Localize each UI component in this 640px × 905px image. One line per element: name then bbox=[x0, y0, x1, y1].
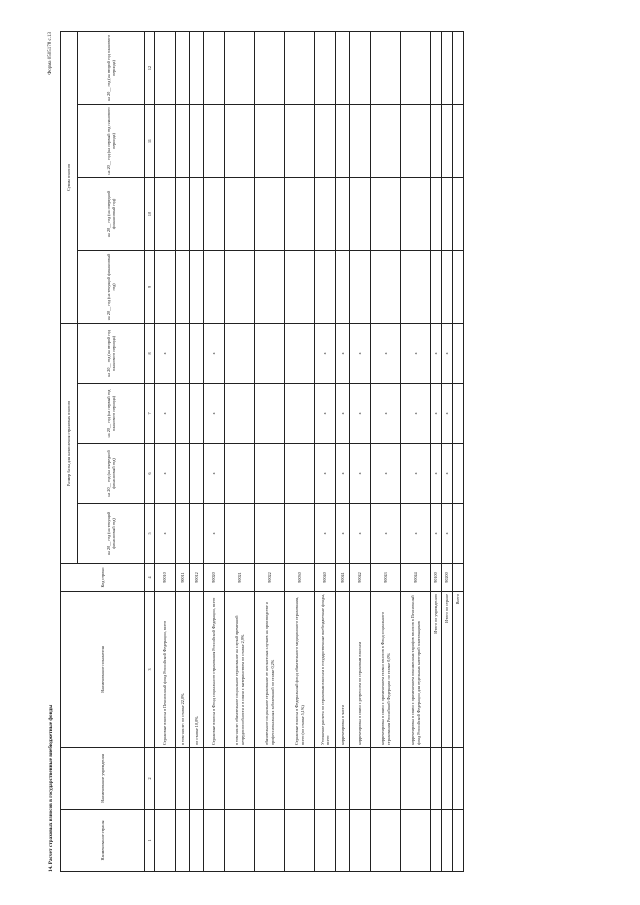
base-value-cell: x bbox=[431, 323, 442, 383]
indicator-name-cell: корректировка в связи с регрессом по страховым взносам bbox=[350, 592, 371, 748]
sum-value-cell bbox=[155, 177, 176, 250]
group-base-header: Размер базы для начисления страховых взносов bbox=[61, 323, 78, 563]
sum-value-cell bbox=[401, 104, 431, 177]
institution-cell bbox=[431, 748, 442, 810]
column-number: 8 bbox=[145, 323, 155, 383]
base-value-cell bbox=[176, 504, 190, 564]
country-cell bbox=[204, 810, 225, 872]
row-code-cell: 90010 bbox=[155, 564, 176, 592]
sum-value-cell bbox=[315, 177, 336, 250]
col-country-header: Наименование страны bbox=[61, 810, 145, 872]
sum-value-cell bbox=[453, 31, 464, 104]
institution-cell bbox=[453, 748, 464, 810]
sum-value-cell bbox=[371, 31, 401, 104]
institution-cell bbox=[155, 748, 176, 810]
indicator-name-cell: Страховые взносы в Фонд социального страхования Российской Федерации, всего bbox=[204, 592, 225, 748]
base-value-cell: x bbox=[315, 504, 336, 564]
column-number: 12 bbox=[145, 31, 155, 104]
institution-cell bbox=[350, 748, 371, 810]
indicator-name-cell: корректировка в связи с применением ставки взносов в Фонд социального страхования Российской Федерации по ставке 0,0% bbox=[371, 592, 401, 748]
table-row bbox=[371, 31, 401, 871]
sum-value-cell bbox=[401, 31, 431, 104]
sum-value-cell bbox=[190, 31, 204, 104]
base-value-cell: x bbox=[155, 504, 176, 564]
base-value-cell: x bbox=[401, 384, 431, 444]
base-value-cell: x bbox=[442, 323, 453, 383]
base-value-cell bbox=[176, 323, 190, 383]
base-value-cell: x bbox=[431, 504, 442, 564]
row-code-cell: 90043 bbox=[371, 564, 401, 592]
sum-value-cell bbox=[225, 177, 255, 250]
sum-year-2-header: на 20__ год (на очередной финансовый год) bbox=[78, 177, 145, 250]
sum-value-cell bbox=[336, 104, 350, 177]
base-value-cell: x bbox=[442, 504, 453, 564]
table-row bbox=[255, 31, 285, 871]
table-row bbox=[431, 31, 442, 871]
base-value-cell: x bbox=[315, 323, 336, 383]
sum-value-cell bbox=[285, 31, 315, 104]
country-cell bbox=[225, 810, 255, 872]
base-value-cell bbox=[255, 504, 285, 564]
indicator-name-cell: в том числе: обязательное социальное страхование на случай временной нетрудоспособности и в связи с материнством по ставке 2,9% bbox=[225, 592, 255, 748]
table-row bbox=[225, 31, 255, 871]
table-row bbox=[176, 31, 190, 871]
base-value-cell: x bbox=[431, 384, 442, 444]
institution-cell bbox=[176, 748, 190, 810]
country-cell bbox=[431, 810, 442, 872]
table-row bbox=[315, 31, 336, 871]
sum-value-cell bbox=[336, 250, 350, 323]
sum-value-cell bbox=[176, 250, 190, 323]
base-value-cell: x bbox=[155, 384, 176, 444]
base-value-cell bbox=[225, 384, 255, 444]
column-number: 6 bbox=[145, 444, 155, 504]
base-value-cell bbox=[255, 323, 285, 383]
sum-value-cell bbox=[442, 177, 453, 250]
base-value-cell bbox=[285, 384, 315, 444]
institution-cell bbox=[255, 748, 285, 810]
column-number: 2 bbox=[145, 748, 155, 810]
sum-value-cell bbox=[176, 31, 190, 104]
sum-value-cell bbox=[255, 250, 285, 323]
indicator-name-cell: в том числе: по ставке 22,0% bbox=[176, 592, 190, 748]
sum-value-cell bbox=[371, 177, 401, 250]
country-cell bbox=[155, 810, 176, 872]
base-value-cell bbox=[190, 504, 204, 564]
group-sum-header: Сумма взносов bbox=[61, 31, 78, 323]
table-row bbox=[350, 31, 371, 871]
sum-year-1-header: на 20__ год (на текущий финансовый год) bbox=[78, 250, 145, 323]
base-value-cell: x bbox=[204, 444, 225, 504]
sum-value-cell bbox=[285, 104, 315, 177]
sum-value-cell bbox=[204, 31, 225, 104]
base-value-cell: x bbox=[442, 444, 453, 504]
indicator-name-cell: корректировка в связи с применением пониженных тарифов взносов в Пенсионный фонд Российской Федерации для отдельных категорий плательщиков bbox=[401, 592, 431, 748]
indicator-name-cell: Итого по учреждению bbox=[431, 592, 442, 748]
indicator-name-cell: по ставке 10,0% bbox=[190, 592, 204, 748]
row-code-cell: 90041 bbox=[336, 564, 350, 592]
sum-value-cell bbox=[190, 177, 204, 250]
country-cell bbox=[176, 810, 190, 872]
table-row bbox=[442, 31, 453, 871]
base-value-cell bbox=[285, 323, 315, 383]
row-code-cell: 90042 bbox=[350, 564, 371, 592]
sum-value-cell bbox=[431, 177, 442, 250]
row-code-cell bbox=[453, 564, 464, 592]
base-value-cell: x bbox=[315, 384, 336, 444]
base-value-cell bbox=[225, 444, 255, 504]
row-code-cell: 90012 bbox=[190, 564, 204, 592]
column-numbers-row bbox=[145, 31, 155, 871]
sum-year-3-header: на 20__ год (на первый год планового периода) bbox=[78, 104, 145, 177]
base-value-cell: x bbox=[431, 444, 442, 504]
sum-value-cell bbox=[255, 31, 285, 104]
base-value-cell: x bbox=[336, 444, 350, 504]
base-value-cell bbox=[190, 323, 204, 383]
sum-value-cell bbox=[155, 31, 176, 104]
base-value-cell: x bbox=[371, 504, 401, 564]
country-cell bbox=[371, 810, 401, 872]
base-value-cell: x bbox=[371, 323, 401, 383]
contributions-table bbox=[60, 31, 464, 872]
institution-cell bbox=[315, 748, 336, 810]
column-number: 4 bbox=[145, 564, 155, 592]
institution-cell bbox=[204, 748, 225, 810]
sum-value-cell bbox=[350, 104, 371, 177]
indicator-name-cell: Всего bbox=[453, 592, 464, 748]
base-value-cell: x bbox=[336, 323, 350, 383]
table-row bbox=[453, 31, 464, 871]
table-row bbox=[285, 31, 315, 871]
sum-value-cell bbox=[204, 250, 225, 323]
base-value-cell bbox=[453, 323, 464, 383]
base-value-cell: x bbox=[371, 444, 401, 504]
sum-value-cell bbox=[190, 250, 204, 323]
sum-value-cell bbox=[336, 177, 350, 250]
column-number: 3 bbox=[145, 592, 155, 748]
base-value-cell bbox=[176, 444, 190, 504]
base-value-cell: x bbox=[401, 323, 431, 383]
country-cell bbox=[255, 810, 285, 872]
table-row bbox=[204, 31, 225, 871]
base-year-4-header: на 20__ год (на второй год планового периода) bbox=[78, 323, 145, 383]
table-body bbox=[155, 31, 464, 871]
base-value-cell bbox=[285, 444, 315, 504]
base-value-cell bbox=[453, 504, 464, 564]
base-value-cell: x bbox=[350, 384, 371, 444]
base-value-cell bbox=[255, 444, 285, 504]
institution-cell bbox=[442, 748, 453, 810]
row-code-cell: 90044 bbox=[401, 564, 431, 592]
base-value-cell: x bbox=[350, 504, 371, 564]
sum-value-cell bbox=[285, 177, 315, 250]
institution-cell bbox=[285, 748, 315, 810]
column-number: 7 bbox=[145, 384, 155, 444]
sum-value-cell bbox=[431, 31, 442, 104]
sum-value-cell bbox=[431, 250, 442, 323]
base-value-cell: x bbox=[442, 384, 453, 444]
column-number: 9 bbox=[145, 250, 155, 323]
institution-cell bbox=[190, 748, 204, 810]
indicator-name-cell: обязательное социальное страхование от несчастных случаев на производстве и профессиональных заболеваний по ставке 0,2% bbox=[255, 592, 285, 748]
sum-value-cell bbox=[350, 250, 371, 323]
table-row bbox=[336, 31, 350, 871]
sum-value-cell bbox=[225, 250, 255, 323]
country-cell bbox=[190, 810, 204, 872]
country-cell bbox=[453, 810, 464, 872]
institution-cell bbox=[371, 748, 401, 810]
base-value-cell bbox=[285, 504, 315, 564]
col-indicator-header: Наименование показателя bbox=[61, 592, 145, 748]
sum-value-cell bbox=[442, 250, 453, 323]
rotated-form-sheet bbox=[20, 32, 620, 872]
row-code-cell: 90030 bbox=[285, 564, 315, 592]
country-cell bbox=[442, 810, 453, 872]
header-row-groups bbox=[61, 31, 78, 871]
country-cell bbox=[285, 810, 315, 872]
base-value-cell bbox=[190, 384, 204, 444]
sum-value-cell bbox=[350, 177, 371, 250]
sum-value-cell bbox=[315, 31, 336, 104]
base-value-cell: x bbox=[315, 444, 336, 504]
sum-value-cell bbox=[336, 31, 350, 104]
row-code-cell: 90022 bbox=[255, 564, 285, 592]
row-code-cell: 90100 bbox=[431, 564, 442, 592]
col-code-header: Код строки bbox=[61, 564, 145, 592]
country-cell bbox=[401, 810, 431, 872]
row-code-cell: 90020 bbox=[204, 564, 225, 592]
sum-value-cell bbox=[190, 104, 204, 177]
table-row bbox=[190, 31, 204, 871]
institution-cell bbox=[225, 748, 255, 810]
indicator-name-cell: Страховые взносы в Федеральный фонд обязательного медицинского страхования, всего (по ставке 5,1%) bbox=[285, 592, 315, 748]
institution-cell bbox=[336, 748, 350, 810]
sum-value-cell bbox=[350, 31, 371, 104]
sum-value-cell bbox=[225, 104, 255, 177]
country-cell bbox=[336, 810, 350, 872]
sum-value-cell bbox=[431, 104, 442, 177]
sum-value-cell bbox=[401, 177, 431, 250]
indicator-name-cell: Страховые взносы в Пенсионный фонд Российской Федерации, всего bbox=[155, 592, 176, 748]
column-number: 11 bbox=[145, 104, 155, 177]
base-value-cell: x bbox=[336, 504, 350, 564]
sum-value-cell bbox=[453, 250, 464, 323]
base-value-cell: x bbox=[401, 444, 431, 504]
column-number: 5 bbox=[145, 504, 155, 564]
col-institution-header: Наименование учреждения bbox=[61, 748, 145, 810]
form-code: Форма 0505178 с.13 bbox=[48, 32, 53, 75]
sum-value-cell bbox=[371, 104, 401, 177]
row-code-cell: 90021 bbox=[225, 564, 255, 592]
base-value-cell bbox=[190, 444, 204, 504]
table-row bbox=[155, 31, 176, 871]
indicator-name-cell: Уточнение расчета по страховым взносам в государственные внебюджетные фонды, всего bbox=[315, 592, 336, 748]
base-value-cell bbox=[453, 384, 464, 444]
row-code-cell: 90040 bbox=[315, 564, 336, 592]
base-value-cell: x bbox=[336, 384, 350, 444]
sum-value-cell bbox=[453, 177, 464, 250]
column-number: 1 bbox=[145, 810, 155, 872]
base-value-cell: x bbox=[155, 323, 176, 383]
base-value-cell: x bbox=[155, 444, 176, 504]
table-row bbox=[401, 31, 431, 871]
column-number: 10 bbox=[145, 177, 155, 250]
base-value-cell: x bbox=[371, 384, 401, 444]
row-code-cell: 90011 bbox=[176, 564, 190, 592]
sum-value-cell bbox=[315, 104, 336, 177]
base-value-cell bbox=[225, 504, 255, 564]
sum-value-cell bbox=[225, 31, 255, 104]
base-year-2-header: на 20__ год (на очередной финансовый год) bbox=[78, 444, 145, 504]
base-value-cell bbox=[255, 384, 285, 444]
sum-value-cell bbox=[442, 104, 453, 177]
sum-value-cell bbox=[315, 250, 336, 323]
sum-value-cell bbox=[255, 177, 285, 250]
base-value-cell: x bbox=[350, 444, 371, 504]
base-value-cell: x bbox=[350, 323, 371, 383]
sum-value-cell bbox=[204, 177, 225, 250]
country-cell bbox=[315, 810, 336, 872]
base-value-cell: x bbox=[204, 323, 225, 383]
base-value-cell: x bbox=[204, 384, 225, 444]
indicator-name-cell: Итого по стране bbox=[442, 592, 453, 748]
sum-value-cell bbox=[204, 104, 225, 177]
sum-value-cell bbox=[255, 104, 285, 177]
sum-value-cell bbox=[155, 250, 176, 323]
sum-value-cell bbox=[155, 104, 176, 177]
sum-year-4-header: на 20__ год (на второй год планового периода) bbox=[78, 31, 145, 104]
sum-value-cell bbox=[176, 177, 190, 250]
sum-value-cell bbox=[453, 104, 464, 177]
country-cell bbox=[350, 810, 371, 872]
sum-value-cell bbox=[371, 250, 401, 323]
base-year-1-header: на 20__ год (на текущий финансовый год) bbox=[78, 504, 145, 564]
sum-value-cell bbox=[442, 31, 453, 104]
base-value-cell: x bbox=[401, 504, 431, 564]
base-value-cell bbox=[453, 444, 464, 504]
institution-cell bbox=[401, 748, 431, 810]
row-code-cell: 90200 bbox=[442, 564, 453, 592]
base-value-cell bbox=[176, 384, 190, 444]
sum-value-cell bbox=[401, 250, 431, 323]
sum-value-cell bbox=[285, 250, 315, 323]
section-heading: 14. Расчет страховых взносов в государственные внебюджетные фонды bbox=[48, 704, 54, 872]
base-value-cell bbox=[225, 323, 255, 383]
indicator-name-cell: корректировка в части bbox=[336, 592, 350, 748]
sum-value-cell bbox=[176, 104, 190, 177]
base-year-3-header: на 20__ год (на первый год планового периода) bbox=[78, 384, 145, 444]
base-value-cell: x bbox=[204, 504, 225, 564]
